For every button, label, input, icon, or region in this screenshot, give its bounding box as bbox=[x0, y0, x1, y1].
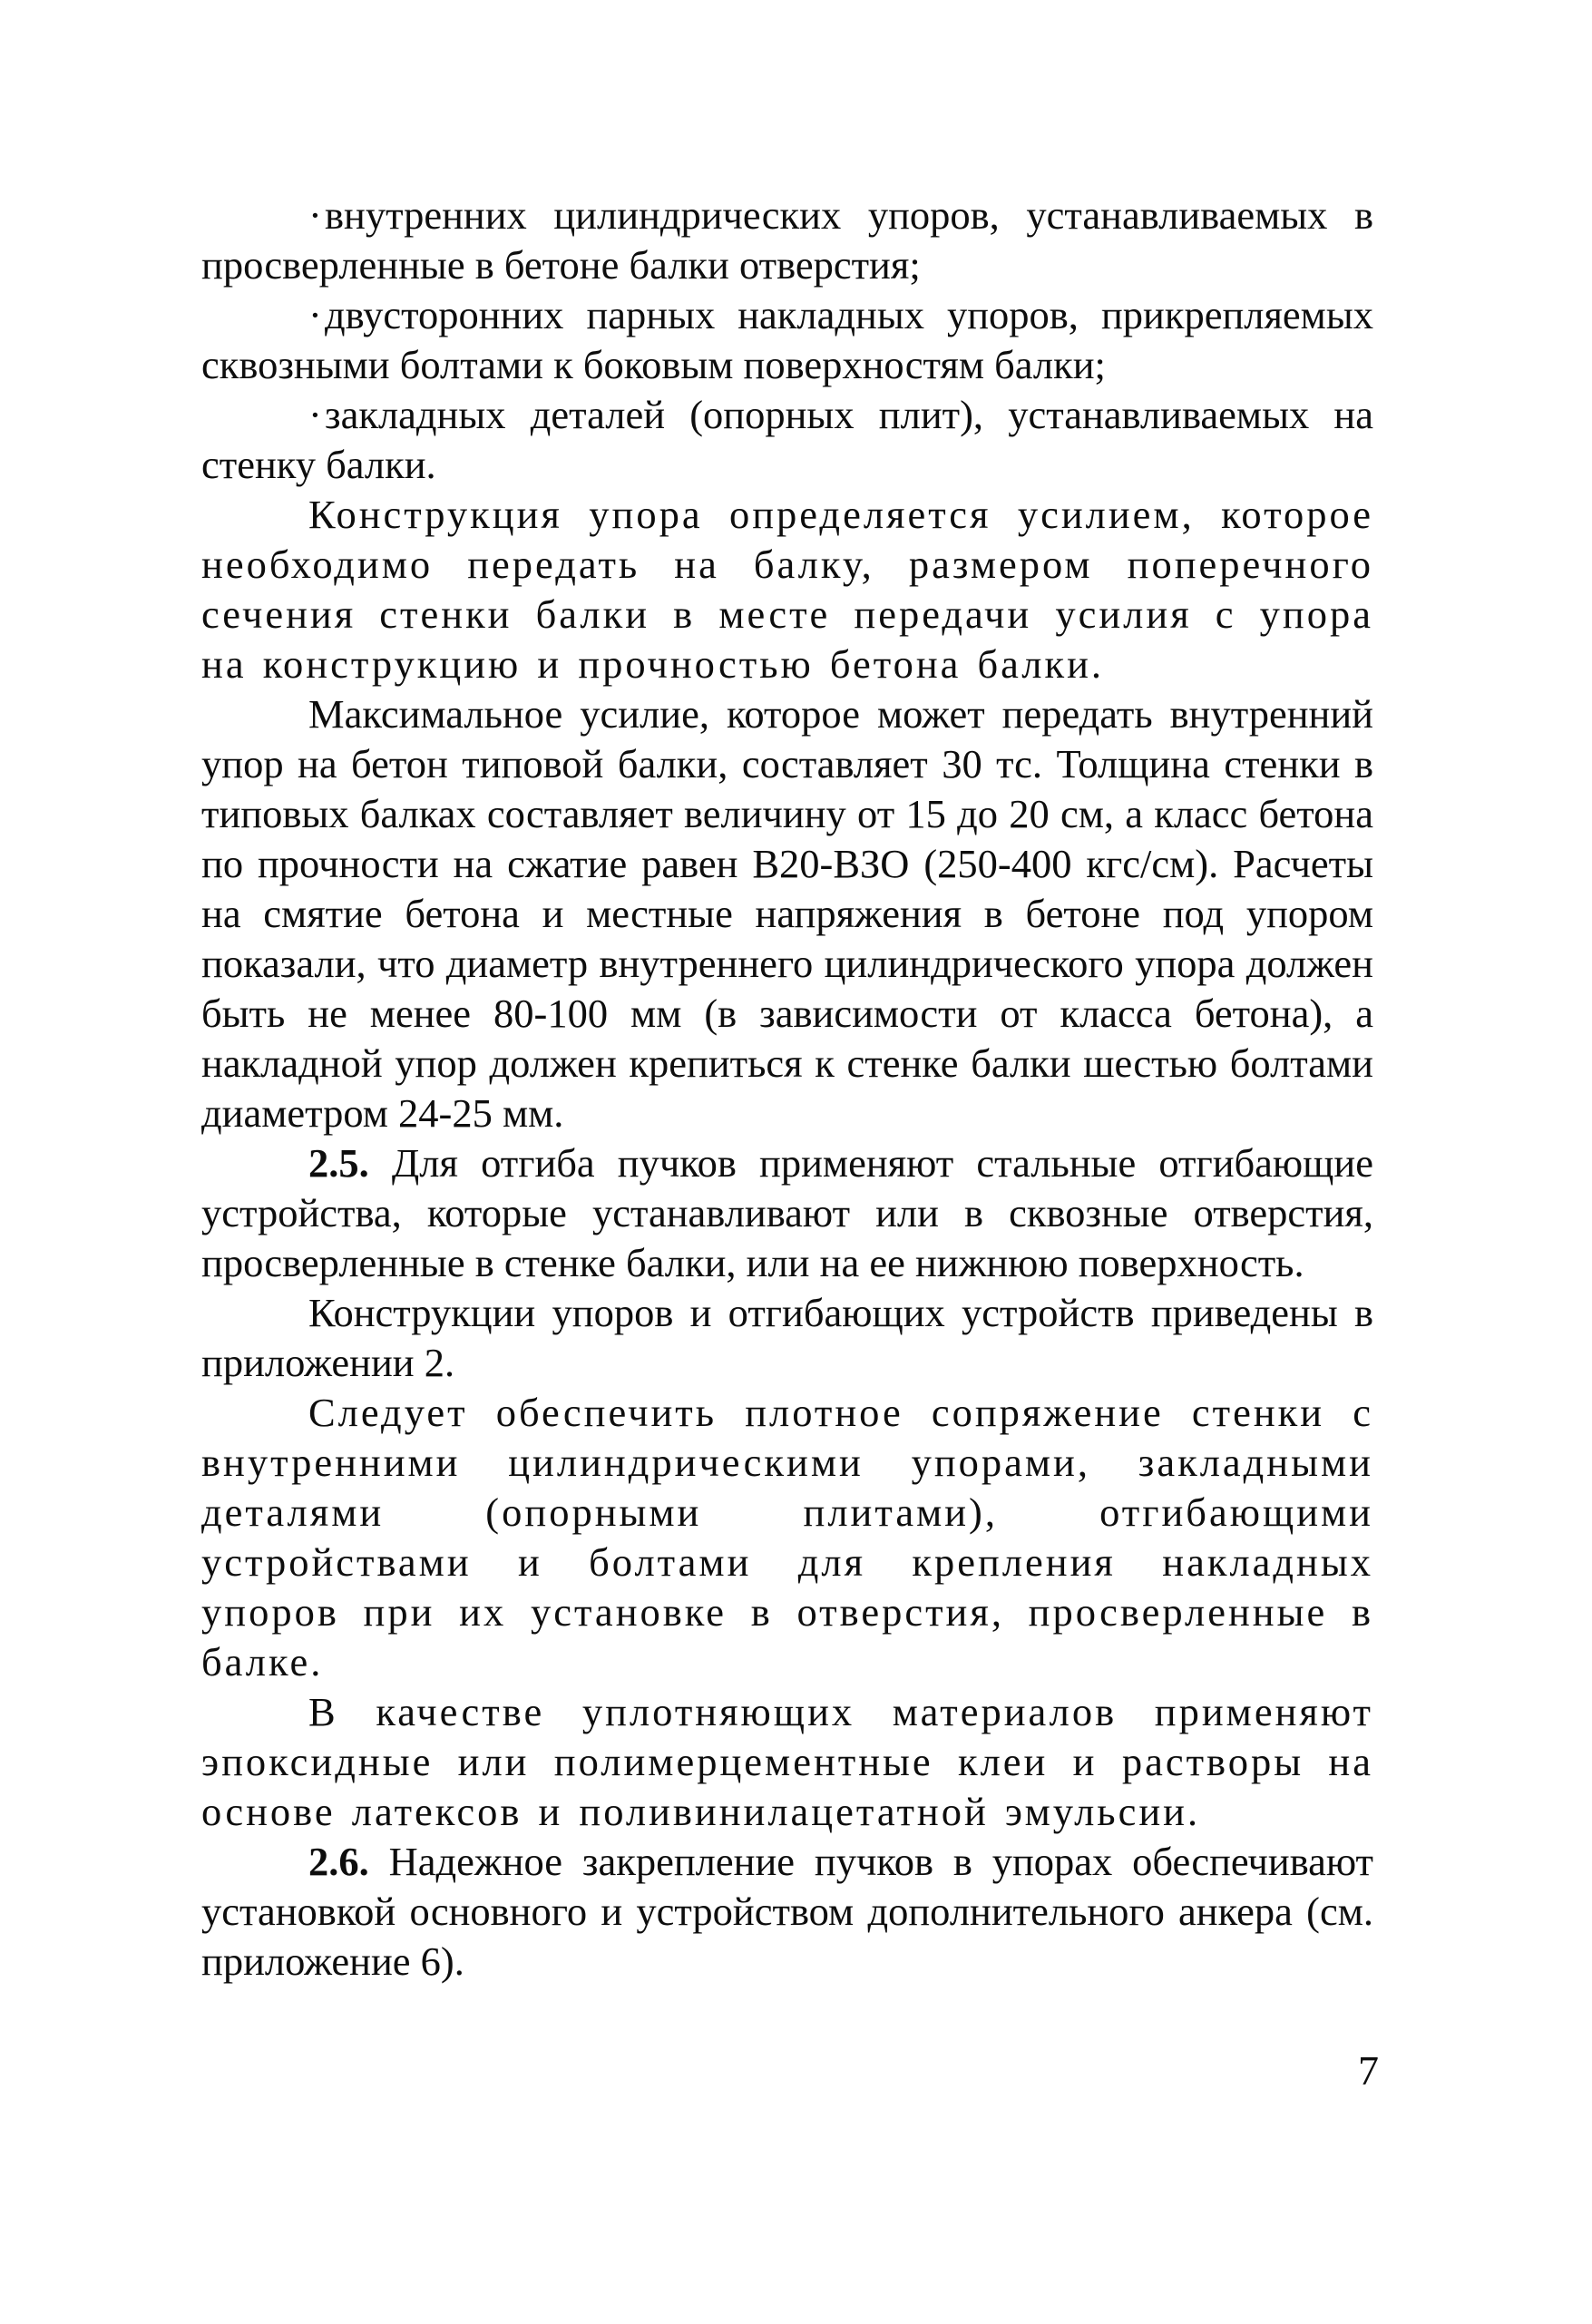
bullet-mark: · bbox=[308, 292, 322, 337]
paragraph-section-2-6 bbox=[201, 1837, 1373, 1987]
bullet-mark: · bbox=[308, 192, 322, 238]
paragraph-text: Надежное закрепление пучков в упорах обеспечивают установкой основного и устройством дополнительного анкера (см. приложение 6). bbox=[201, 1839, 1374, 1984]
list-item-embedded-parts bbox=[201, 390, 1373, 490]
paragraph-stop-design: Конструкция упора определяется усилием, которое необходимо передать на балку, размером поперечного сечения стенки балки в месте передачи усилия с упора на конструкцию и прочностью бетона балки. bbox=[201, 492, 1373, 687]
paragraph-tight-fit: Следует обеспечить плотное сопряжение стенки с внутренними цилиндрическими упорами, закладными деталями (опорными плитами), отгибающими устройствами и болтами для крепления накладных упоров при их установке в отверстия, просверленные в балке. bbox=[201, 1390, 1373, 1684]
paragraph-text: закладных деталей (опорных плит), устанавливаемых на стенку балки. bbox=[201, 392, 1373, 487]
list-item-overlay-stops bbox=[201, 290, 1373, 390]
paragraph-text: двусторонних парных накладных упоров, прикрепляемых сквозными болтами к боковым поверхностям балки; bbox=[201, 292, 1373, 387]
paragraph-sealing-materials: В качестве уплотняющих материалов применяют эпоксидные или полимерцементные клеи и растворы на основе латексов и поливинилацетатной эмульсии. bbox=[201, 1689, 1373, 1834]
paragraph-max-force: Максимальное усилие, которое может передать внутренний упор на бетон типовой балки, составляет 30 тс. Толщина стенки в типовых балках составляет величину от 15 до 20 см, а класс бетона по прочности на сжатие равен В20-ВЗО (250-400 кгс/см). Расчеты на смятие бетона и местные напряжения в бетоне под упором показали, что диаметр внутреннего цилиндрического упора должен быть не менее 80-100 мм (в зависимости от класса бетона), а накладной упор должен крепиться к стенке балки шестью болтами диаметром 24-25 мм. bbox=[201, 691, 1373, 1136]
page-body bbox=[201, 190, 1373, 1987]
section-number: 2.5. bbox=[308, 1140, 369, 1186]
paragraph-text: внутренних цилиндрических упоров, устанавливаемых в просверленные в бетоне балки отверстия; bbox=[201, 192, 1373, 288]
paragraph-text: Для отгиба пучков применяют стальные отгибающие устройства, которые устанавливают или в сквозные отверстия, просверленные в стенке балки, или на ее нижнюю поверхность. bbox=[201, 1140, 1373, 1285]
page-number: 7 bbox=[1358, 2047, 1379, 2094]
paragraph-appendix-2: Конструкции упоров и отгибающих устройств приведены в приложении 2. bbox=[201, 1290, 1373, 1385]
section-number: 2.6. bbox=[308, 1839, 369, 1884]
bullet-mark: · bbox=[308, 392, 322, 437]
paragraph-section-2-5 bbox=[201, 1138, 1373, 1288]
list-item-internal-stops bbox=[201, 190, 1373, 290]
